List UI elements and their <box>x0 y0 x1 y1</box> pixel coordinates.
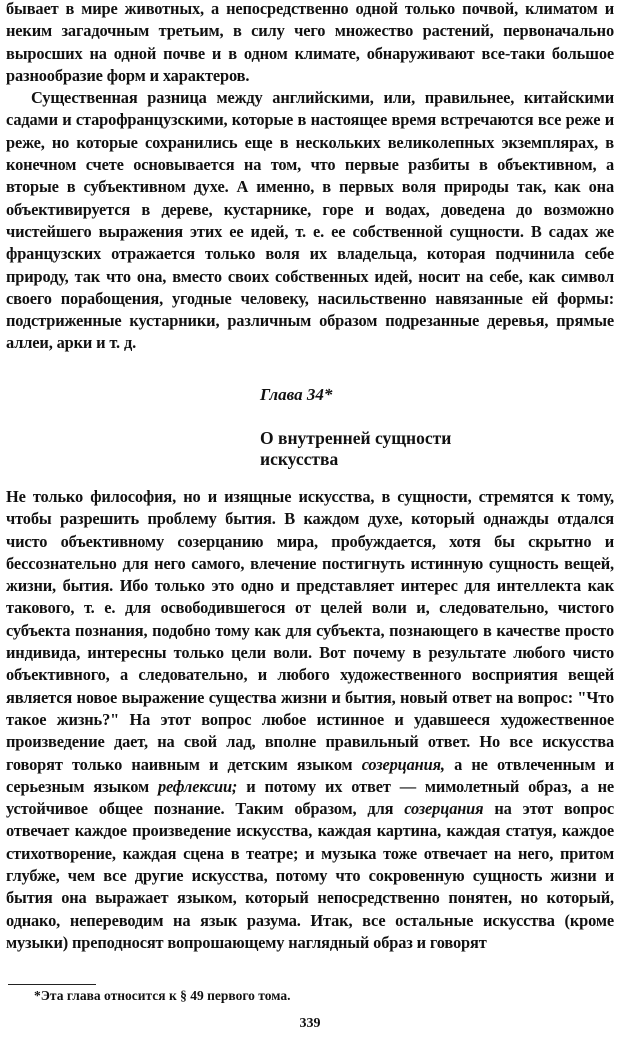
chapter-label: Глава 34* <box>260 385 333 404</box>
paragraph: Существенная разница между английскими, или, правильнее, китайскими садами и старофранцузскими, которые в настоящее время встречаются все реже и реже, но которые сохранились еще в нескольких великолепных экземплярах, в конечном счете основывается на том, что первые разбиты в объективном, а вторые в субъективном духе. А именно, в первых воля природы так, как она объективируется в дереве, кустарнике, горе и водах, доведена до возможно чистейшего выражения этих ее идей, т. е. ее собственной сущности. В садах же французских отражается только воля их владельца, которая подчинила себе природу, так что она, вместо своих собственных идей, носит на себе, как символ своего порабощения, угодные человеку, насильственно навязанные ей формы: подстриженные кустарники, различным образом подрезанные деревья, прямые аллеи, арки и т. д. <box>6 88 614 353</box>
footnote: *Эта глава относится к § 49 первого тома. <box>34 988 291 1003</box>
italic-term: созерцания <box>404 799 484 819</box>
text-run: на этот вопрос отвечает каждое произведение искусства, каждая картина, каждая статуя, каждое стихотворение, каждая сцена в театре; и музыка тоже отвечает на него, притом глубже, чем все другие искусства, потому что сокровенную сущность жизни и бытия она выражает языком, который непосредственно понятен, но который, однако, непереводим на язык разума. Итак, все остальные искусства (кроме музыки) преподносят вопрошающему наглядный образ и говорят <box>6 799 614 952</box>
italic-term: созерцания, <box>361 754 445 774</box>
paragraph: бывает в мире животных, а непосредственно одной только почвой, климатом и неким загадочным третьим, в силу чего множество растений, первоначально выросших на одной почве и в одном климате, обнаруживают все-таки большое разнообразие форм и характеров. <box>6 0 614 85</box>
chapter-title-line: О внутренней сущности <box>260 428 452 448</box>
chapter-body <box>6 486 614 954</box>
footnote-divider <box>8 984 96 985</box>
text-run: и потому их ответ — мимолетный образ, а не устойчивое общее познание. Таким образом, для <box>6 776 614 819</box>
continued-text <box>6 0 614 355</box>
chapter-title-line: искусства <box>260 449 339 469</box>
page-number: 339 <box>299 1016 321 1031</box>
text-run: а не отвлеченным и серьезным языком <box>6 754 614 796</box>
paragraph <box>6 486 614 954</box>
italic-term: рефлексии; <box>158 776 238 796</box>
chapter-title <box>260 428 540 470</box>
text-run: Не только философия, но и изящные искусства, в сущности, стремятся к тому, чтобы разрешить проблему бытия. В каждом духе, который однажды отдался чисто объективному созерцанию мира, пробуждается, хотя бы скрытно и бессознательно для него самого, влечение постигнуть истинную сущность вещей, жизни, бытия. Ибо только это одно и представляет интерес для интеллекта как такового, т. е. для освободившегося от целей воли и, следовательно, чистого субъекта познания, подобно тому как для субъекта, познающего в качестве просто индивида, интересны только цели воли. Вот почему в результате любого чисто объективного, а следовательно, и любого художественного восприятия вещей является новое выражение существа жизни и бытия, новый ответ на вопрос: "Что такое жизнь?" На этот вопрос любое истинное и удавшееся художественное произведение дает, на свой лад, вполне правильный ответ. Но все искусства говорят только наивным и детским языком <box>6 487 614 774</box>
